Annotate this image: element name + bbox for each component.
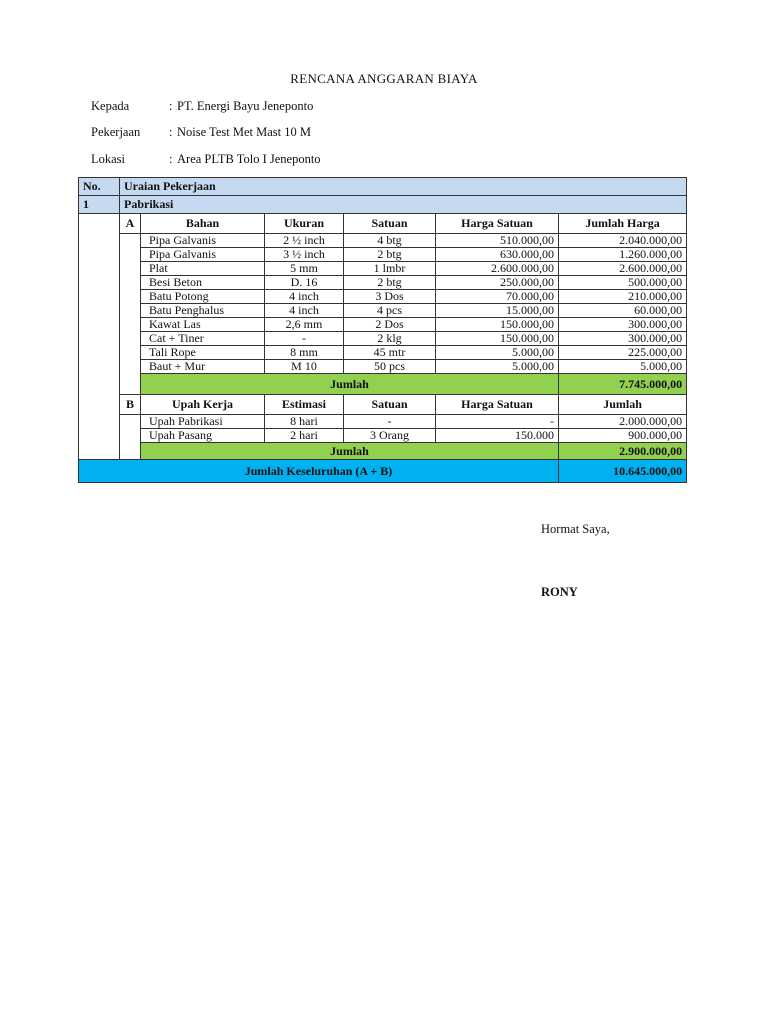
table-cell: 45 mtr [344, 346, 436, 360]
table-cell: 2 hari [265, 429, 344, 443]
table-cell: Tali Rope [141, 346, 265, 360]
table-cell: 4 inch [265, 290, 344, 304]
col-header: Harga Satuan [436, 395, 559, 415]
letter-spacer [120, 415, 141, 460]
table-cell: Pipa Galvanis [141, 234, 265, 248]
col-header: Jumlah Harga [559, 214, 687, 234]
table-row [79, 248, 687, 262]
table-cell: 5.000,00 [436, 346, 559, 360]
info-label: Kepada [91, 99, 130, 113]
table-cell: Plat [141, 262, 265, 276]
table-row [79, 346, 687, 360]
table-cell: 300.000,00 [559, 318, 687, 332]
table-cell: Cat + Tiner [141, 332, 265, 346]
info-value: PT. Energi Bayu Jeneponto [177, 99, 314, 113]
signer-name: RONY [541, 585, 578, 599]
table-cell: 150.000,00 [436, 318, 559, 332]
subtotal-row-a [79, 374, 687, 395]
header-uraian: Uraian Pekerjaan [120, 178, 687, 196]
table-cell: Batu Penghalus [141, 304, 265, 318]
table-row [79, 304, 687, 318]
table-cell: 2.040.000,00 [559, 234, 687, 248]
header-no: No. [79, 178, 120, 196]
table-cell: 5.000,00 [436, 360, 559, 374]
section-name: Pabrikasi [120, 196, 687, 214]
table-row [79, 332, 687, 346]
col-header: Jumlah [559, 395, 687, 415]
table-cell: Besi Beton [141, 276, 265, 290]
table-cell: 4 inch [265, 304, 344, 318]
col-header: Harga Satuan [436, 214, 559, 234]
table-cell: 60.000,00 [559, 304, 687, 318]
table-cell: D. 16 [265, 276, 344, 290]
table-cell: 2 Dos [344, 318, 436, 332]
grand-total-row [79, 460, 687, 483]
table-cell: 900.000,00 [559, 429, 687, 443]
table-cell: - [344, 415, 436, 429]
table-cell: 2 btg [344, 276, 436, 290]
table-cell: 1 lmbr [344, 262, 436, 276]
table-row [79, 234, 687, 248]
table-cell: 225.000,00 [559, 346, 687, 360]
table-cell: 3 Orang [344, 429, 436, 443]
letter-spacer [120, 234, 141, 395]
table-cell: Pipa Galvanis [141, 248, 265, 262]
table-cell: 2.600.000,00 [436, 262, 559, 276]
table-cell: - [436, 415, 559, 429]
table-cell: 510.000,00 [436, 234, 559, 248]
table-cell: 2.000.000,00 [559, 415, 687, 429]
table-cell: 210.000,00 [559, 290, 687, 304]
table-cell: 2 klg [344, 332, 436, 346]
table-cell: 150.000 [436, 429, 559, 443]
table-cell: 2 ½ inch [265, 234, 344, 248]
info-value: Noise Test Met Mast 10 M [177, 125, 311, 139]
table-cell: Kawat Las [141, 318, 265, 332]
b-header-row [79, 395, 687, 415]
table-cell: 70.000,00 [436, 290, 559, 304]
a-header-row [79, 214, 687, 234]
table-header-row [79, 178, 687, 196]
table-row [79, 360, 687, 374]
subtotal-label: Jumlah [141, 374, 559, 395]
closing-text: Hormat Saya, [541, 522, 610, 536]
info-row-lokasi: Lokasi : Area PLTB Tolo I Jeneponto [91, 152, 321, 166]
budget-table [78, 177, 687, 483]
subtotal-value: 7.745.000,00 [559, 374, 687, 395]
col-header: Satuan [344, 214, 436, 234]
grand-total-label: Jumlah Keseluruhan (A + B) [79, 460, 559, 483]
table-row [79, 429, 687, 443]
table-cell: 4 btg [344, 234, 436, 248]
col-header: Estimasi [265, 395, 344, 415]
group-letter-a: A [120, 214, 141, 234]
table-row [79, 276, 687, 290]
table-cell: 3 Dos [344, 290, 436, 304]
table-cell: 5 mm [265, 262, 344, 276]
table-cell: 630.000,00 [436, 248, 559, 262]
section-row [79, 196, 687, 214]
document-title: RENCANA ANGGARAN BIAYA [290, 71, 478, 86]
info-label: Pekerjaan [91, 125, 141, 139]
info-row-pekerjaan: Pekerjaan : Noise Test Met Mast 10 M [91, 125, 311, 139]
table-cell: 150.000,00 [436, 332, 559, 346]
table-row [79, 262, 687, 276]
table-row [79, 415, 687, 429]
table-row [79, 318, 687, 332]
table-cell: Upah Pabrikasi [141, 415, 265, 429]
indent-cell [79, 214, 120, 460]
table-cell: 15.000,00 [436, 304, 559, 318]
section-no: 1 [79, 196, 120, 214]
table-cell: 5.000,00 [559, 360, 687, 374]
table-cell: 4 pcs [344, 304, 436, 318]
subtotal-label: Jumlah [141, 443, 559, 460]
info-row-kepada: Kepada : PT. Energi Bayu Jeneponto [91, 99, 314, 113]
subtotal-row-b [79, 443, 687, 460]
info-value: Area PLTB Tolo I Jeneponto [177, 152, 321, 166]
col-header: Ukuran [265, 214, 344, 234]
group-letter-b: B [120, 395, 141, 415]
table-cell: 8 hari [265, 415, 344, 429]
table-cell: Baut + Mur [141, 360, 265, 374]
table-cell: 2 btg [344, 248, 436, 262]
table-cell: 500.000,00 [559, 276, 687, 290]
subtotal-value: 2.900.000,00 [559, 443, 687, 460]
table-cell: 2,6 mm [265, 318, 344, 332]
table-cell: 2.600.000,00 [559, 262, 687, 276]
col-header: Bahan [141, 214, 265, 234]
table-cell: - [265, 332, 344, 346]
table-cell: 300.000,00 [559, 332, 687, 346]
col-header: Satuan [344, 395, 436, 415]
table-row [79, 290, 687, 304]
table-cell: 1.260.000,00 [559, 248, 687, 262]
table-cell: 50 pcs [344, 360, 436, 374]
col-header: Upah Kerja [141, 395, 265, 415]
table-cell: Batu Potong [141, 290, 265, 304]
table-cell: 250.000,00 [436, 276, 559, 290]
table-cell: M 10 [265, 360, 344, 374]
info-label: Lokasi [91, 152, 126, 166]
table-cell: Upah Pasang [141, 429, 265, 443]
table-cell: 3 ½ inch [265, 248, 344, 262]
table-cell: 8 mm [265, 346, 344, 360]
grand-total-value: 10.645.000,00 [559, 460, 687, 483]
